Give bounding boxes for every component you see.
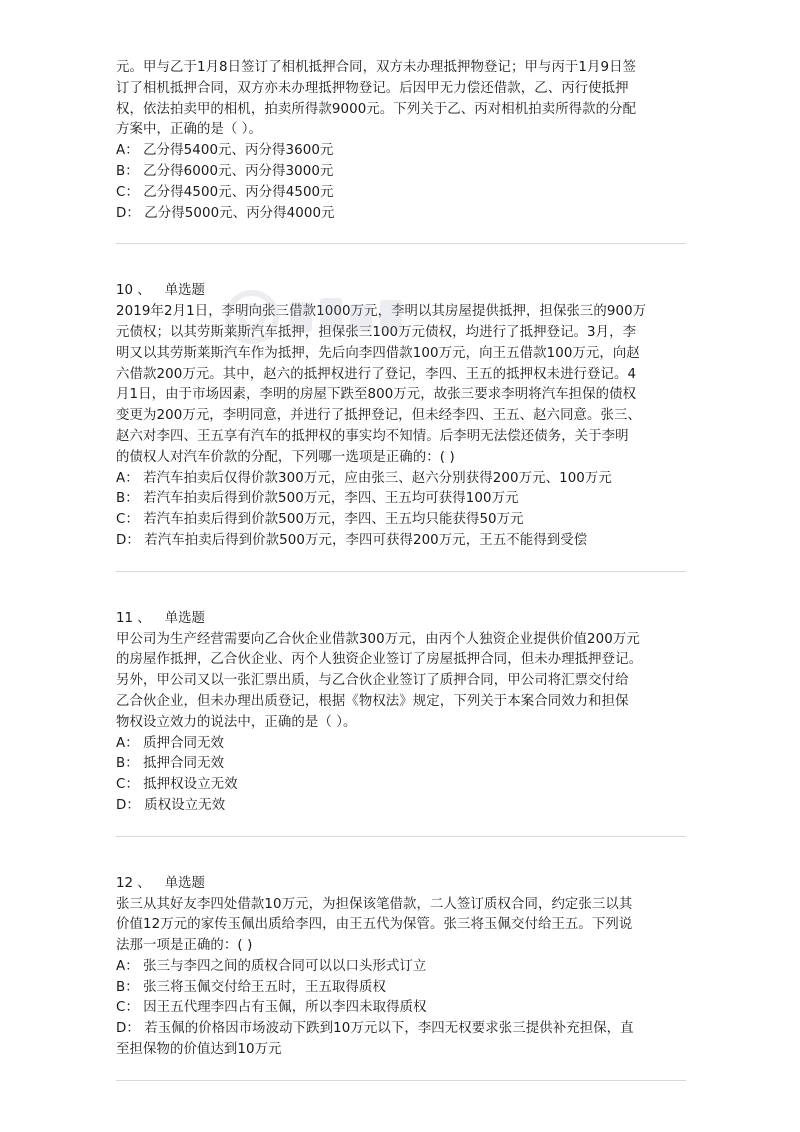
q9-option-c: C： 乙分得4500元、丙分得4500元 — [116, 184, 334, 200]
divider — [116, 243, 686, 244]
q12-header — [116, 874, 686, 895]
q10-option-a: A： 若汽车拍卖后仅得价款300万元，应由张三、赵六分别获得200万元、100万元 — [116, 470, 612, 486]
q10-header — [116, 281, 686, 302]
q11-option-a: A： 质押合同无效 — [116, 735, 225, 751]
q11-stem-line: 甲公司为生产经营需要向乙合伙企业借款300万元，由丙个人独资企业提供价值200万元 — [116, 631, 640, 647]
q11-header — [116, 609, 686, 630]
q11-stem-line: 另外，甲公司又以一张汇票出质，与乙合伙企业签订了质押合同，甲公司将汇票交付给 — [116, 673, 629, 689]
divider — [116, 571, 686, 572]
question-12 — [116, 874, 686, 1061]
q12-option-a: A： 张三与李四之间的质权合同可以以口头形式订立 — [116, 958, 427, 974]
q12-option-b: B： 张三将玉佩交付给王五时，王五取得质权 — [116, 979, 386, 995]
q10-stem-line: 六借款200万元。其中，赵六的抵押权进行了登记，李四、王五的抵押权未进行登记。4 — [116, 366, 637, 382]
question-10 — [116, 281, 686, 551]
q9-stem-line: 权，依法拍卖甲的相机，拍卖所得款9000元。下列关于乙、丙对相机拍卖所得款的分配 — [116, 101, 637, 117]
q10-stem-line: 明又以其劳斯莱斯汽车作为抵押，先后向李四借款100万元，向王五借款100万元，向赵 — [116, 345, 640, 361]
q9-option-b: B： 乙分得6000元、丙分得3000元 — [116, 163, 334, 179]
q9-stem-line: 方案中，正确的是（ ）。 — [116, 122, 263, 138]
q9-stem-line: 订了相机抵押合同，双方亦未办理抵押物登记。后因甲无力偿还借款，乙、丙行使抵押 — [116, 80, 629, 96]
q12-type: 单选题 — [164, 875, 205, 891]
q11-stem-line: 的房屋作抵押，乙合伙企业、丙个人独资企业签订了房屋抵押合同，但未办理抵押登记。 — [116, 652, 643, 668]
divider — [116, 836, 686, 837]
divider — [116, 1080, 686, 1081]
q11-number: 11 、 — [116, 610, 151, 626]
q10-stem-line: 月1日，由于市场因素，李明的房屋下跌至800万元，故张三要求李明将汽车担保的债权 — [116, 387, 637, 403]
q10-stem-line: 赵六对李四、王五享有汽车的抵押权的事实均不知情。后李明无法偿还债务，关于李明 — [116, 428, 629, 444]
q12-stem-line: 张三从其好友李四处借款10万元，为担保该笔借款，二人签订质权合同，约定张三以其 — [116, 896, 633, 912]
q10-number: 10 、 — [116, 283, 151, 299]
q12-option-c: C： 因王五代理李四占有玉佩，所以李四未取得质权 — [116, 1000, 427, 1016]
q12-option-d-cont: 至担保物的价值达到10万元 — [116, 1042, 282, 1058]
q9-stem-line: 元。甲与乙于1月8日签订了相机抵押合同，双方未办理抵押物登记；甲与丙于1月9日签 — [116, 60, 637, 75]
q10-type: 单选题 — [164, 283, 205, 299]
q10-stem-line: 元债权；以其劳斯莱斯汽车抵押，担保张三100万元债权，均进行了抵押登记。3月，李 — [116, 324, 637, 340]
q12-stem-line: 价值12万元的家传玉佩出质给李四，由王五代为保管。张三将玉佩交付给王五。下列说 — [116, 917, 633, 933]
q10-option-d: D： 若汽车拍卖后得到价款500万元，李四可获得200万元，王五不能得到受偿 — [116, 532, 588, 548]
q11-option-b: B： 抵押合同无效 — [116, 756, 225, 772]
q11-type: 单选题 — [164, 610, 205, 626]
q10-option-b: B： 若汽车拍卖后得到价款500万元，李四、王五均可获得100万元 — [116, 491, 519, 507]
q12-option-d: D： 若玉佩的价格因市场波动下跌到10万元以下，李四无权要求张三提供补充担保，直 — [116, 1021, 634, 1037]
question-9-tail — [116, 58, 686, 224]
q9-option-d: D： 乙分得5000元、丙分得4000元 — [116, 205, 335, 221]
q12-number: 12 、 — [116, 875, 151, 891]
q11-stem-line: 乙合伙企业，但未办理出质登记，根据《物权法》规定，下列关于本案合同效力和担保 — [116, 693, 629, 709]
q11-option-c: C： 抵押权设立无效 — [116, 777, 238, 793]
q10-stem-line: 的债权人对汽车价款的分配，下列哪一选项是正确的：( ) — [116, 449, 455, 465]
q11-stem-line: 物权设立效力的说法中，正确的是（ ）。 — [116, 714, 357, 730]
q9-option-a: A： 乙分得5400元、丙分得3600元 — [116, 143, 334, 159]
q10-stem-line: 2019年2月1日，李明向张三借款1000万元，李明以其房屋提供抵押，担保张三的900万 — [116, 304, 647, 320]
question-11 — [116, 609, 686, 817]
q10-stem-line: 变更为200万元，李明同意，并进行了抵押登记，但未经李四、王五、赵六同意。张三、 — [116, 408, 642, 424]
document-page — [116, 58, 686, 1118]
q12-stem-line: 法那一项是正确的：( ) — [116, 938, 253, 954]
q11-option-d: D： 质权设立无效 — [116, 797, 226, 813]
q10-option-c: C： 若汽车拍卖后得到价款500万元，李四、王五均只能获得50万元 — [116, 512, 524, 528]
